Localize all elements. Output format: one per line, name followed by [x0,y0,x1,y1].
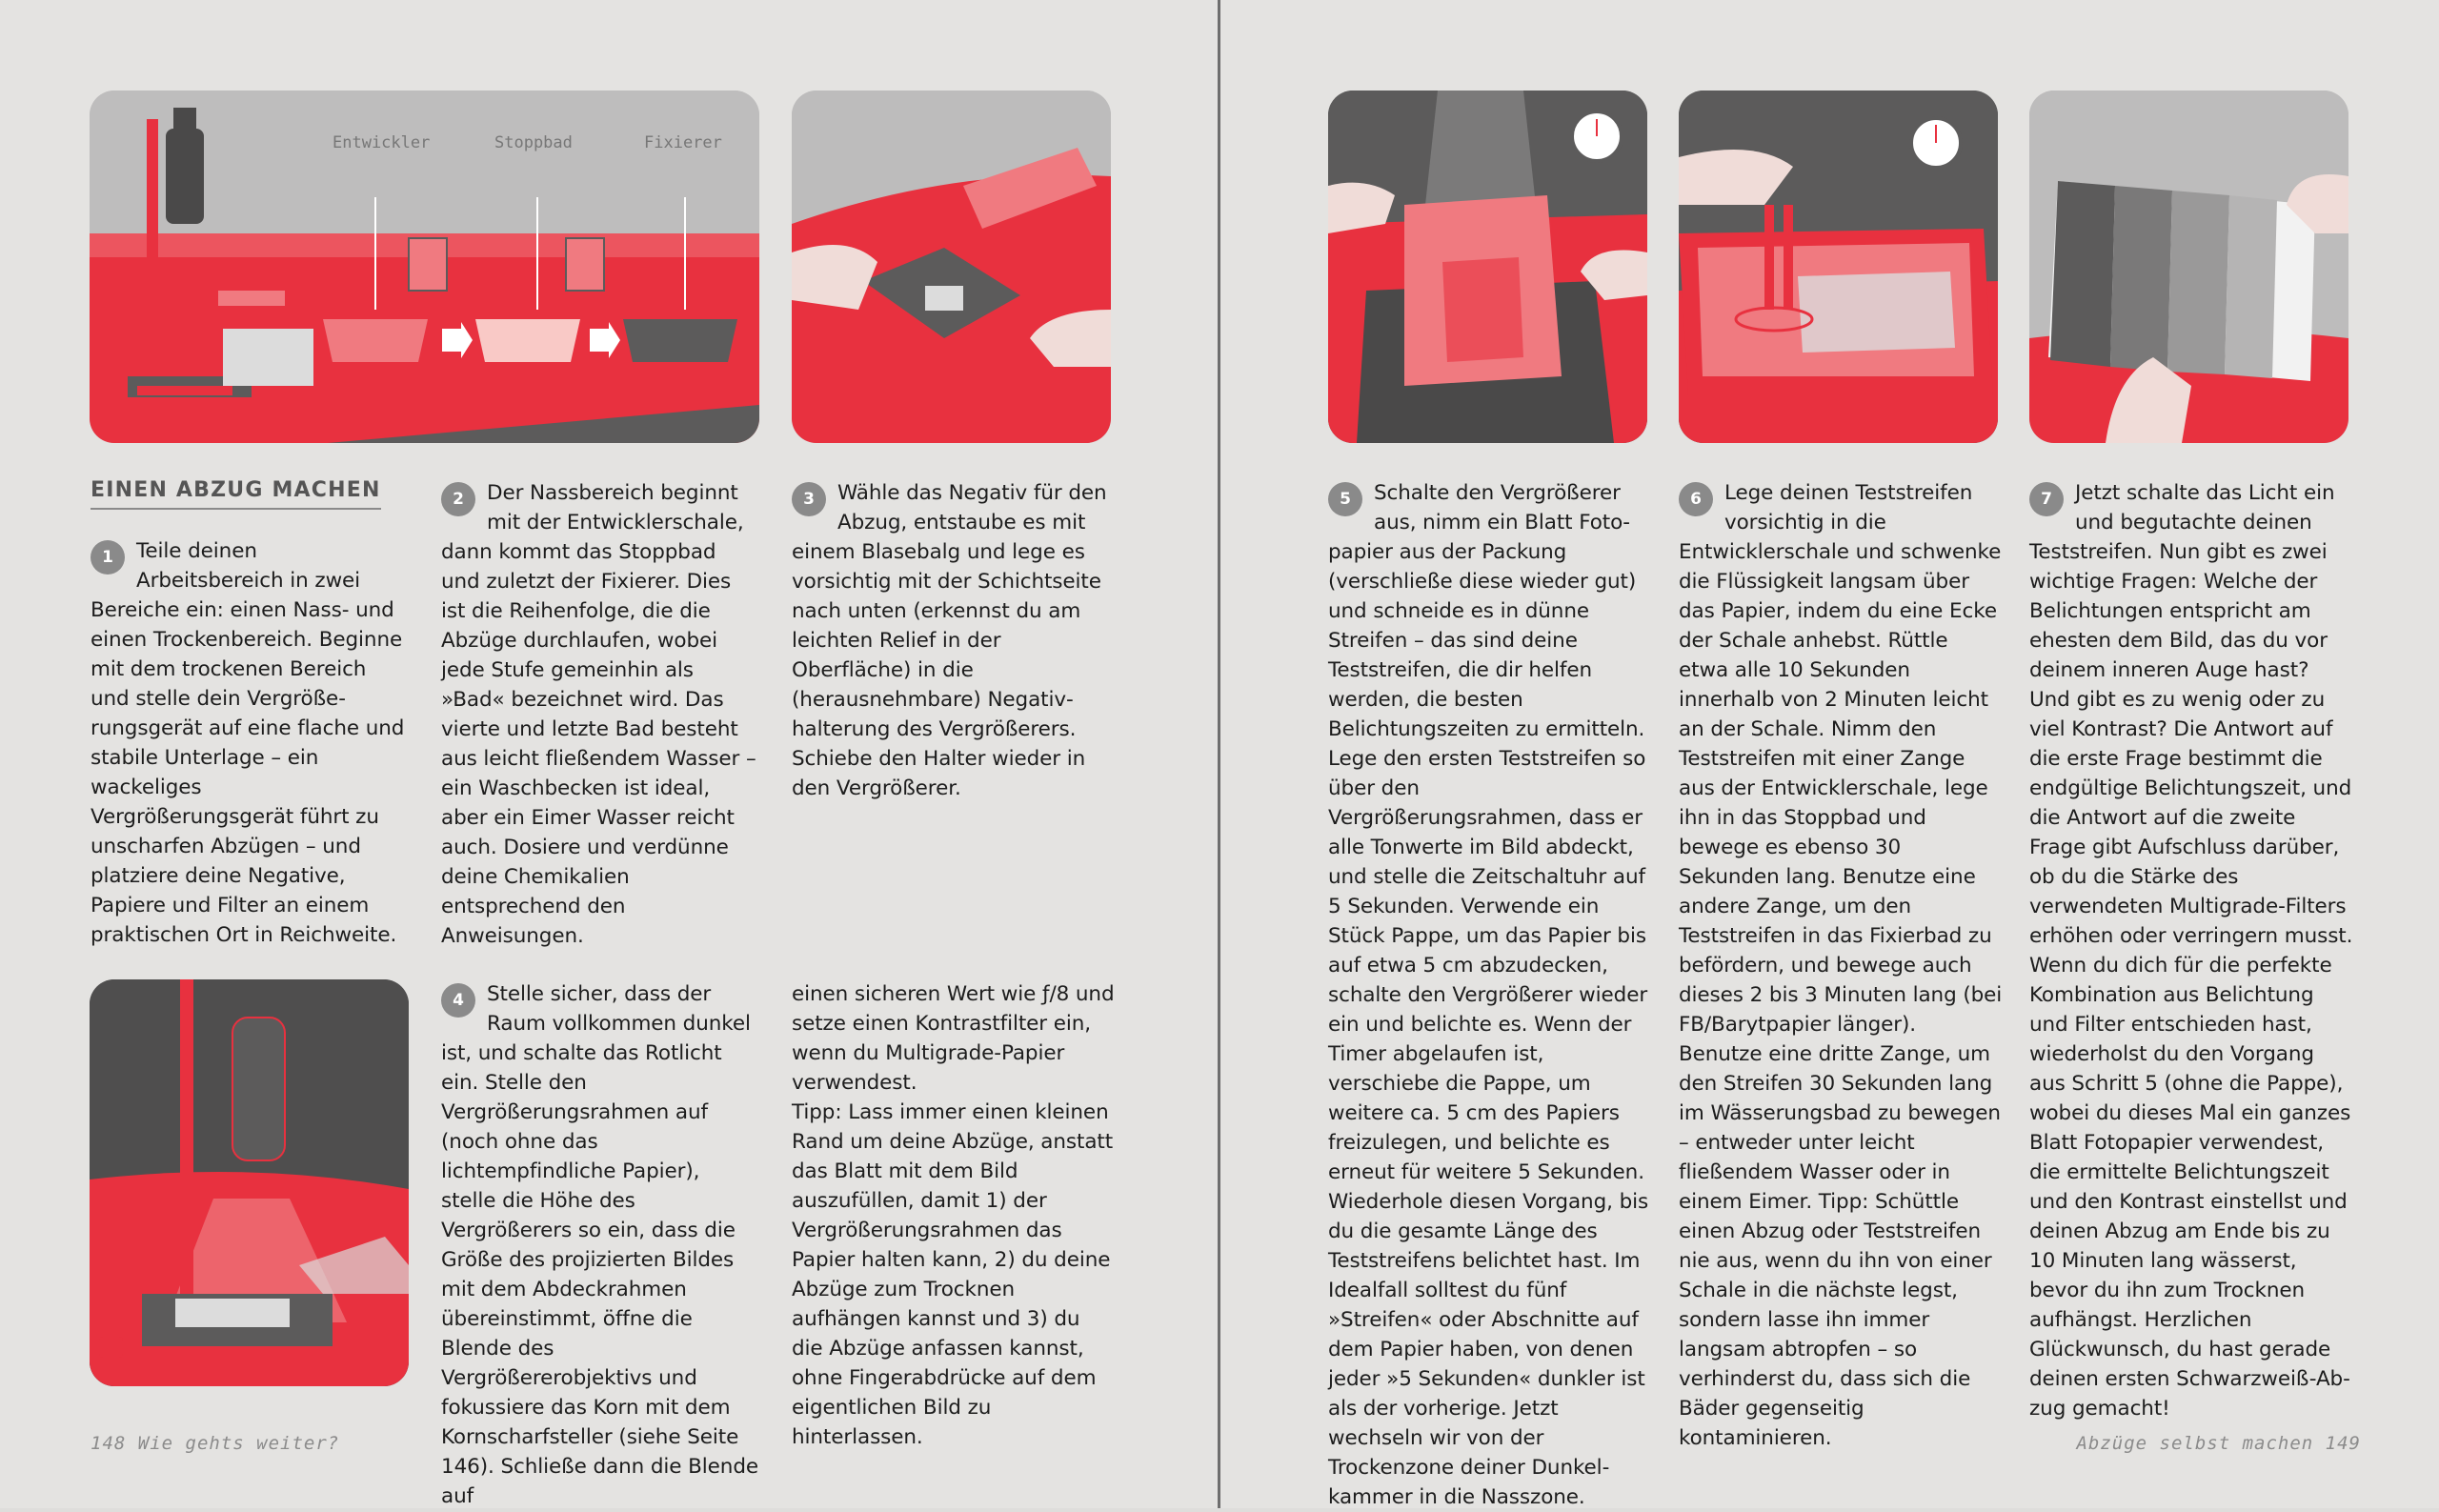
step-6-text: Lege deinen Teststreifen vorsichtig in die Entwicklerschale und schwenke die Flüssigkeit langsam über das Papier, indem du eine Ecke der Schale anhebst. Rüttle etwa alle 10 Sekunden innerhalb von 2 Minuten leicht an der Schale. Nimm den Teststreifen mit einer Zange aus der Entwicklerschale, lege ihn in das Stoppbad und bewege es ebenso 30 Sekunden lang. Benutze eine andere Zange, um den Teststreifen in das Fixierbad zu befördern, und bewege auch dieses 2 bis 3 Minuten lang (bei FB/Barytpapier länger). Benutze eine dritte Zange, um den Streifen 30 Sekunden lang im Wässerungsbad zu bewegen – entweder unter leicht fließendem Wasser oder in einem Eimer. Tipp: Schüttle einen Abzug oder Teststreifen nie aus, wenn du ihn von einer Schale in die nächste legst, sondern lasse ihn immer langsam abtropfen – so verhinderst du, dass sich die Bäder gegenseitig kontaminieren. [1679,481,2003,1450]
step-4-tip: Tipp: Lass immer einen kleinen Rand um deine Abzüge, anstatt das Blatt mit dem Bild auszufüllen, damit 1) der Vergrößerungsrahmen das Papier halten kann, 2) du deine Abzüge zum Trocknen aufhängen kannst und 3) du die Abzüge anfassen kannst, ohne Fingerabdrücke auf dem eigentlichen Bild zu hinterlassen. [792,1100,1114,1449]
label-fixer: Fixierer [644,133,722,152]
step-2 [441,478,760,951]
left-page [0,0,1218,1508]
label-developer: Entwickler [333,133,431,152]
illustration-wet-area [90,91,759,443]
illustration-test-strip-exposure [1328,91,1647,443]
step-1-text: Teile deinen Arbeitsbereich in zwei Bereiche ein: einen Nass- und einen Trockenbereich. Beginne mit dem trockenen Bereich und stelle dein Vergrößerungsgerät auf eine flache und stabile Unterlage – ein wackeliges Vergrößerungsgerät führt zu unscharfen Abzügen – und platziere deine Negative, Papiere und Filter an einem praktischen Ort in Reichweite. [91,539,405,947]
right-page [1220,0,2439,1508]
step-6 [1679,478,2003,1453]
illustration-developer-tray [1679,91,1998,443]
step-7 [2029,478,2353,1423]
step-4 [441,979,760,1511]
step-5 [1328,478,1652,1512]
step-1 [91,536,410,950]
page-folio-left: 148 Wie gehts weiter? [91,1433,340,1454]
step-4-continuation: einen sicheren Wert wie ƒ/8 und setze einen Kontrastfilter ein, wenn du Multigrade-Papier verwendest. [792,982,1115,1095]
step-number: 5 [1328,482,1362,516]
label-stop-bath: Stoppbad [494,133,573,152]
section-heading: EINEN ABZUG MACHEN [91,478,381,510]
step-number: 2 [441,482,475,516]
step-4-text: Stelle sicher, dass der Raum vollkommen dunkel ist, und schalte das Rotlicht ein. Stelle den Vergrößerungsrahmen auf (noch ohne das lichtempfindliche Papier), stelle die Höhe des Vergrößerers so ein, dass die Größe des projizierten Bildes mit dem Abdeckrahmen übereinstimmt, öffne die Blende des Vergrößererobjektivs und fokussiere das Korn mit dem Kornscharfsteller (siehe Seite 146). Schließe dann die Blende auf [441,982,759,1508]
step-3 [792,478,1111,803]
step-3-text: Wähle das Negativ für den Abzug, entstaube es mit einem Blasebalg und lege es vorsichtig mit der Schichtseite nach unten (erkennst du am leichten Relief in der Oberfläche) in die (herausnehmbare) Negativhalterung des Vergrößerers. Schiebe den Halter wieder in den Vergrößerer. [792,481,1107,800]
illustration-enlarger [90,979,409,1386]
step-7-text: Jetzt schalte das Licht ein und begutachte deinen Teststreifen. Nun gibt es zwei wichtige Fragen: Welche der Belichtungen entspricht am ehesten dem Bild, das du vor deinem inneren Auge hast? Und gibt es zu wenig oder zu viel Kontrast? Die Antwort auf die erste Frage bestimmt die endgültige Belichtungszeit, und die Antwort auf die zweite Frage gibt Aufschluss darüber, ob du die Stärke des verwendeten Multigrade-Filters erhöhen oder verringern musst. Wenn du dich für die perfekte Kombination aus Belichtung und Filter entschieden hast, wiederholst du den Vorgang aus Schritt 5 (ohne die Pappe), wobei du dieses Mal ein ganzes Blatt Fotopapier verwendest, die ermittelte Belichtungszeit und den Kontrast einstellst und deinen Abzug am Ende bis zu 10 Minuten lang wässerst, bevor du ihn zum Trocknen aufhängst. Herzlichen Glückwunsch, du hast gerade deinen ersten Schwarzweiß-Abzug gemacht! [2029,481,2353,1421]
step-5-text: Schalte den Vergrößerer aus, nimm ein Blatt Fotopapier aus der Packung (verschließe diese wieder gut) und schneide es in dünne Streifen – das sind deine Teststreifen, die dir helfen werden, die besten Belichtungszeiten zu ermitteln. Lege den ersten Teststreifen so über den Vergrößerungsrahmen, dass er alle Tonwerte im Bild abdeckt, und stelle die Zeitschaltuhr auf 5 Sekunden. Verwende ein Stück Pappe, um das Papier bis auf etwa 5 cm abzudecken, schalte den Vergrößerer wieder ein und belichte es. Wenn der Timer abgelaufen ist, verschiebe die Pappe, um weitere ca. 5 cm des Papiers freizulegen, und belichte es erneut für weitere 5 Sekunden. Wiederhole diesen Vorgang, bis du die gesamte Länge des Teststreifens belichtet hast. Im Idealfall solltest du fünf »Streifen« oder Abschnitte auf dem Papier haben, von denen jeder »5 Sekunden« dunkler ist als der vorherige. Jetzt wechseln wir von der Trockenzone deiner Dunkelkammer in die Nasszone. [1328,481,1649,1509]
step-number: 6 [1679,482,1713,516]
illustration-test-strip-inspection [2029,91,2348,443]
step-number: 7 [2029,482,2064,516]
illustration-negative-carrier [792,91,1111,443]
step-number: 4 [441,983,475,1018]
step-4-continued [792,979,1116,1452]
step-number: 1 [91,540,125,575]
step-2-text: Der Nassbereich beginnt mit der Entwicklerschale, dann kommt das Stoppbad und zuletzt der Fixierer. Dies ist die Reihenfolge, die die Abzüge durchlaufen, wobei jede Stufe gemeinhin als »Bad« bezeichnet wird. Das vierte und letzte Bad besteht aus leicht fließendem Wasser – ein Waschbecken ist ideal, aber ein Eimer Wasser reicht auch. Dosiere und verdünne deine Chemikalien entsprechend den Anweisungen. [441,481,756,948]
page-folio-right: Abzüge selbst machen 149 [2076,1433,2361,1454]
step-number: 3 [792,482,826,516]
